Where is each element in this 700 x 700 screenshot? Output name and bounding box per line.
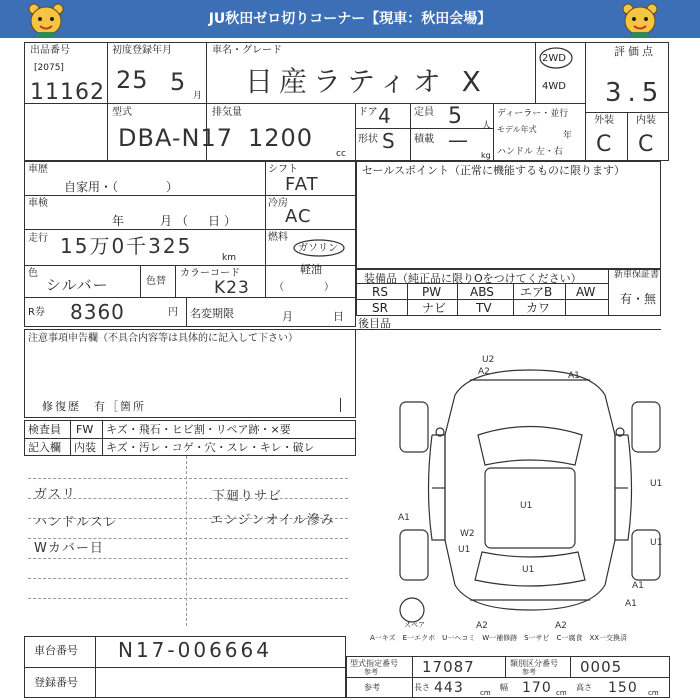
car-damage-diagram (360, 340, 670, 630)
rear-seat-label: 後目品 (358, 317, 391, 330)
hand-note-mid-2: エンジンオイル滲み (210, 513, 335, 528)
svg-text:U1: U1 (458, 545, 471, 555)
hand-note-mid-1: 下廻りサビ (212, 489, 283, 504)
color-code-value: K23 (214, 278, 250, 298)
year-label: 年 (563, 131, 573, 141)
meigi-label: 名変期限 (190, 307, 234, 320)
equip-aw: AW (576, 285, 596, 299)
handle-label: ハンドル 左・右 (497, 147, 563, 157)
displacement-value: 1200 (248, 124, 314, 152)
capacity-label: 定員 (414, 107, 434, 118)
recycle-value: 8360 (70, 300, 125, 324)
svg-text:A1: A1 (568, 371, 580, 381)
width-label: 幅 (500, 683, 508, 692)
equipment-label: 装備品（純正品に限りOをつけてください） (364, 272, 582, 285)
lot-sub: [2075] (34, 63, 64, 73)
equip-pw: PW (422, 285, 442, 299)
fuel-label: 燃料 (268, 232, 288, 243)
yen-unit: 円 (168, 307, 178, 318)
shape-label: 形状 (358, 134, 378, 145)
repair-label: 修復歴 有［箇所 (42, 400, 146, 413)
equip-tv: TV (476, 301, 492, 315)
reg-label: 登録番号 (34, 676, 78, 689)
interior-items: キズ・汚レ・コゲ・穴・スレ・キレ・破レ (106, 441, 315, 454)
color-value: シルバー (46, 276, 109, 294)
caution-label: 注意事項申告欄（不具合内容等は具体的に記入して下さい） (28, 333, 298, 344)
fuel-diesel: 軽油 (300, 263, 322, 276)
first-reg-label: 初度登録年月 (112, 45, 172, 56)
color-code-label: カラーコード (180, 268, 240, 279)
chassis-label: 車台番号 (34, 644, 78, 657)
capacity-unit: 人 (482, 121, 492, 131)
length-label: 長さ (414, 683, 430, 692)
history-label: 車歴 (28, 164, 48, 175)
height-value: 150 (608, 680, 638, 696)
svg-text:U1: U1 (650, 479, 663, 489)
fuel-gas: ガソリン (298, 243, 338, 254)
hand-note-left-2: ハンドルスレ (34, 515, 118, 530)
mileage-label: 走行 (28, 233, 48, 244)
hand-note-left-3: Wカバー日 (34, 541, 104, 556)
door-label: ドア (358, 107, 378, 118)
model-label: 型式 (112, 107, 132, 118)
displacement-label: 排気量 (212, 107, 242, 118)
car-name-label: 車名・グレード (212, 45, 282, 56)
score-value: 3.5 (605, 78, 665, 108)
hand-note-left-1: ガスリ (34, 487, 77, 502)
shift-label: シフト (268, 164, 298, 175)
shape-value: S (382, 129, 396, 153)
svg-text:U1: U1 (650, 538, 663, 548)
ac-label: 冷房 (268, 198, 288, 209)
width-value: 170 (522, 680, 552, 696)
recycle-label: R券 (28, 307, 45, 318)
class-num-value: 0005 (580, 658, 623, 676)
inspection-label: 車検 (28, 198, 48, 209)
equip-leather: カワ (526, 301, 551, 315)
type-num-label: 型式指定番号 (350, 659, 398, 668)
inspector-label: 検査員 (28, 423, 61, 436)
fw-items: キズ・飛石・ヒビ割・リペア跡・×要 (106, 423, 291, 436)
svg-text:A2: A2 (555, 621, 567, 630)
cc-unit: cc (336, 149, 346, 159)
fuel-paren: （ ） (274, 282, 334, 293)
cm-unit-2: cm (556, 689, 567, 697)
shift-value: FAT (285, 174, 319, 195)
banner-title: JU秋田ゼロ切りコーナー【現車：秋田会場】 (208, 11, 492, 27)
type-num-value: 17087 (422, 658, 475, 676)
exterior-label: 外装 (594, 115, 614, 126)
first-reg-year: 25 (116, 66, 149, 94)
score-label: 評価点 (614, 45, 656, 58)
cm-unit-3: cm (648, 689, 659, 697)
equip-navi: ナビ (422, 301, 447, 315)
svg-text:U2: U2 (482, 355, 495, 365)
svg-text:A1: A1 (632, 581, 644, 591)
chassis-value: N17-006664 (118, 638, 272, 662)
svg-text:U1: U1 (520, 501, 533, 511)
interior-row-label: 内装 (74, 441, 96, 454)
car-name: 日産ラティオ X (245, 65, 487, 98)
interior-grade: C (638, 132, 655, 157)
dealer-label: ディーラー・並行 (497, 109, 569, 119)
ref-label-3: 参考 (364, 683, 380, 692)
color-change-label: 色替 (146, 276, 166, 287)
ref-label-1: 参考 (364, 668, 378, 676)
svg-text:A2: A2 (476, 621, 488, 630)
class-num-label: 類別区分番号 (510, 659, 558, 668)
entry-label: 記入欄 (28, 441, 61, 454)
height-label: 高さ (576, 683, 592, 692)
cm-unit-1: cm (480, 689, 491, 697)
history-value: 自家用・（ ） (64, 180, 179, 194)
capacity-value: 5 (448, 104, 463, 129)
warranty-label: 新車保証書 (614, 270, 660, 280)
first-reg-month: 5 (170, 68, 187, 96)
model-year-label: モデル年式 (497, 125, 537, 134)
mileage-value: 15万0千325 (60, 234, 193, 258)
warranty-value: 有・無 (620, 292, 657, 306)
equip-sr: SR (372, 301, 388, 315)
drive-2wd: 2WD (542, 53, 566, 64)
damage-legend: A一キズ E一エクボ U一ヘコミ W一補修跡 S一サビ C一腐食 XX一交換済 (370, 634, 628, 642)
spare-label: スペア (404, 621, 425, 629)
ref-label-2: 参考 (522, 668, 536, 676)
door-value: 4 (378, 104, 392, 128)
svg-text:W2: W2 (460, 529, 475, 539)
fw-label: FW (76, 423, 94, 436)
ac-value: AC (285, 206, 312, 227)
svg-text:A1: A1 (398, 513, 410, 523)
mascot-icon (26, 3, 66, 37)
model-code: DBA-N17 (118, 124, 233, 152)
equip-abs: ABS (470, 285, 494, 299)
equip-airbag: エアB (520, 285, 553, 299)
drive-4wd: 4WD (542, 81, 566, 92)
color-label: 色 (28, 268, 38, 279)
mileage-unit: km (222, 253, 236, 263)
load-label: 積載 (414, 134, 434, 145)
lot-label: 出品番号 (30, 45, 70, 56)
interior-label: 内装 (636, 115, 656, 126)
svg-text:A1: A1 (625, 599, 637, 609)
meigi-value: 月 日 (282, 310, 350, 323)
load-unit: kg (481, 151, 491, 160)
sales-frame (356, 161, 661, 269)
mascot-icon (620, 3, 660, 37)
exterior-grade: C (596, 132, 613, 157)
svg-text:U1: U1 (522, 565, 535, 575)
month-unit: 月 (193, 91, 203, 101)
length-value: 443 (434, 680, 464, 696)
sales-label: セールスポイント（正常に機能するものに限ります） (362, 164, 626, 177)
equip-rs: RS (372, 285, 388, 299)
lot-number: 11162 (30, 80, 105, 105)
load-value: — (448, 128, 469, 152)
svg-text:A2: A2 (478, 367, 490, 377)
inspection-value: 年 月（ 日） (112, 214, 241, 228)
